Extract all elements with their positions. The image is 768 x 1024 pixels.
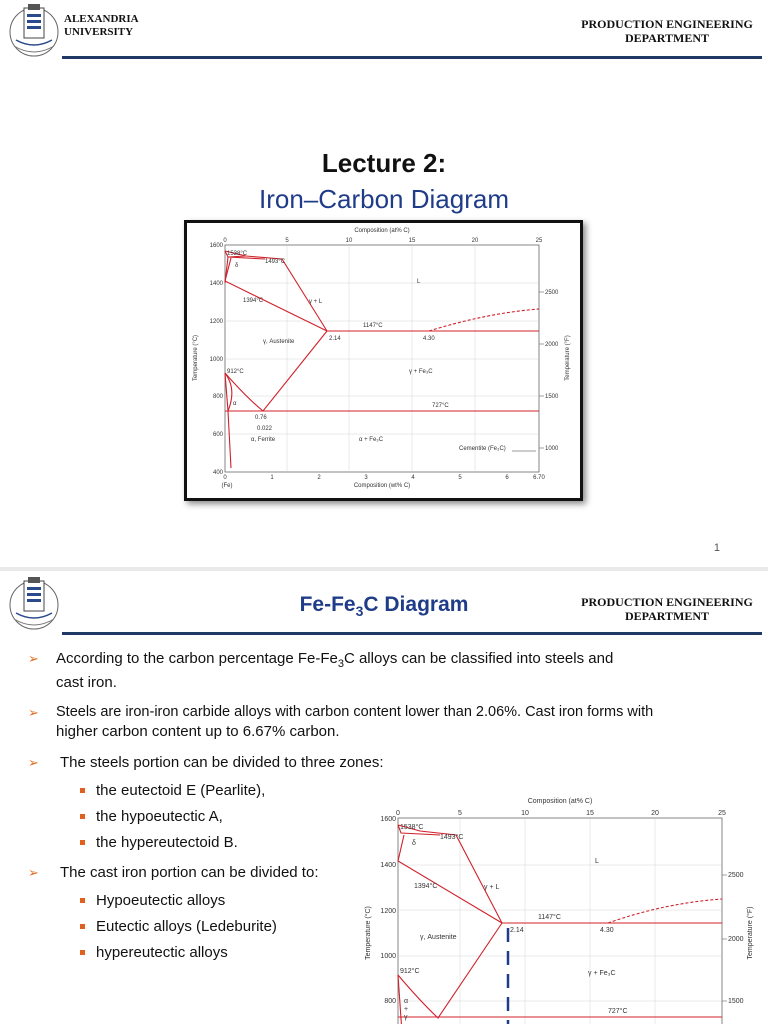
bullet-4-sub-2: Eutectic alloys (Ledeburite) — [96, 918, 277, 935]
department-line-2: DEPARTMENT — [624, 31, 710, 45]
iron-carbon-diagram — [187, 223, 580, 498]
square-bullet-icon — [80, 840, 85, 845]
left-tick: 400 — [212, 470, 223, 476]
label-214: 2.14 — [510, 927, 524, 934]
right-tick: 2500 — [545, 290, 559, 296]
bullet-1-sub: 3 — [337, 658, 344, 670]
bullet-3-sub-2: the hypoeutectic A, — [96, 808, 223, 825]
left-tick: 1600 — [209, 243, 223, 249]
square-bullet-icon — [80, 814, 85, 819]
department-line-1: PRODUCTION ENGINEERING — [581, 595, 753, 609]
label-gamma-small: γ — [404, 1014, 408, 1021]
label-ferrite: α, Ferrite — [251, 437, 276, 443]
label-214: 2.14 — [329, 336, 341, 342]
bullet-4: The cast iron portion can be divided to: — [60, 864, 319, 881]
label-1147: 1147°C — [538, 914, 561, 921]
bottom-tick: 6.70 — [533, 475, 545, 481]
label-727: 727°C — [608, 1008, 628, 1015]
top-tick: 20 — [471, 238, 479, 244]
bullet-1 — [56, 649, 613, 674]
arrow-bullet-icon: ➢ — [28, 705, 39, 720]
university-logo — [6, 2, 62, 60]
header-rule — [62, 632, 762, 635]
right-axis-label: Temperature (°F) — [747, 906, 754, 960]
title-post: C Diagram — [363, 593, 469, 616]
label-gamma-l: γ + L — [484, 884, 500, 891]
bullet-2-line-1: Steels are iron-iron carbide alloys with carbon content lower than 2.06%. Cast iron forms with — [56, 704, 654, 720]
phase-lines — [398, 825, 722, 1024]
label-gamma-fe3c: γ + Fe₃C — [588, 970, 616, 977]
label-plus: + — [404, 1006, 409, 1013]
bullet-1-post: C alloys can be classified into steels and — [343, 650, 614, 667]
top-ticks — [396, 810, 726, 817]
bottom-ticks — [223, 475, 545, 481]
university-line-2: UNIVERSITY — [64, 26, 134, 38]
fe-label: (Fe) — [221, 483, 233, 489]
label-liquid: L — [595, 858, 599, 865]
label-liquid: L — [417, 279, 421, 285]
top-tick: 10 — [521, 810, 529, 817]
label-austenite: γ, Austenite — [263, 339, 295, 345]
arrow-bullet-icon: ➢ — [28, 865, 39, 880]
department-name — [572, 17, 762, 45]
top-tick: 25 — [535, 238, 543, 244]
label-430: 4.30 — [600, 927, 614, 934]
label-alpha: α — [404, 998, 409, 1005]
square-bullet-icon — [80, 898, 85, 903]
university-name — [64, 13, 139, 39]
square-bullet-icon — [80, 924, 85, 929]
page-number: 1 — [713, 542, 720, 554]
bottom-tick: 0 — [223, 475, 227, 481]
right-tick: 1500 — [728, 998, 744, 1005]
top-tick: 0 — [223, 238, 227, 244]
left-tick: 1400 — [209, 281, 223, 287]
right-tick: 2500 — [728, 872, 744, 879]
top-axis-label: Composition (at% C) — [527, 798, 593, 805]
left-tick: 1000 — [209, 357, 223, 363]
top-tick: 5 — [458, 810, 462, 817]
top-tick: 5 — [285, 238, 289, 244]
title-sub: 3 — [355, 603, 364, 620]
left-tick: 800 — [212, 394, 223, 400]
top-tick: 0 — [396, 810, 400, 817]
label-076: 0.76 — [255, 415, 267, 421]
label-1538: 1538°C — [400, 824, 424, 831]
title-pre: Fe-Fe — [299, 593, 356, 616]
department-line-2: DEPARTMENT — [624, 609, 710, 623]
right-ticks — [539, 290, 559, 452]
bottom-tick: 3 — [364, 475, 368, 481]
department-name — [572, 595, 762, 623]
left-tick: 1200 — [380, 908, 396, 915]
top-tick: 15 — [408, 238, 416, 244]
top-axis-label: Composition (at% C) — [354, 228, 410, 234]
bullet-3: The steels portion can be divided to three zones: — [60, 754, 384, 771]
left-axis-label: Temperature (°C) — [193, 334, 199, 382]
label-delta: δ — [235, 263, 239, 269]
university-line-1: ALEXANDRIA — [64, 13, 139, 25]
square-bullet-icon — [80, 788, 85, 793]
lecture-subtitle: Iron–Carbon Diagram — [258, 184, 509, 214]
label-alpha-fe3c: α + Fe₃C — [359, 437, 384, 443]
department-line-1: PRODUCTION ENGINEERING — [581, 17, 753, 31]
label-cementite: Cementite (Fe₃C) — [459, 446, 506, 452]
label-1493: 1493°C — [265, 259, 286, 265]
right-tick: 1000 — [545, 446, 559, 452]
iron-carbon-diagram-partial — [360, 793, 760, 1024]
arrow-bullet-icon: ➢ — [28, 651, 39, 666]
right-tick: 2000 — [728, 936, 744, 943]
top-tick: 20 — [651, 810, 659, 817]
label-1538: 1538°C — [227, 251, 248, 257]
lecture-title: Lecture 2: — [321, 148, 447, 178]
top-tick: 15 — [586, 810, 594, 817]
bottom-tick: 5 — [458, 475, 462, 481]
left-ticks — [210, 243, 224, 476]
left-tick: 1400 — [380, 862, 396, 869]
square-bullet-icon — [80, 950, 85, 955]
bottom-tick: 1 — [270, 475, 274, 481]
phase-lines — [225, 251, 539, 468]
label-alpha: α — [233, 401, 237, 407]
right-tick: 1500 — [545, 394, 559, 400]
label-912: 912°C — [227, 369, 244, 375]
bullet-1-pre: According to the carbon percentage Fe-Fe — [56, 650, 338, 667]
label-430: 4.30 — [423, 336, 435, 342]
bullet-3-sub-1: the eutectoid E (Pearlite), — [96, 782, 266, 799]
arrow-bullet-icon: ➢ — [28, 755, 39, 770]
top-tick: 10 — [345, 238, 353, 244]
label-1493: 1493°C — [440, 834, 464, 841]
bullet-3-sub-3: the hypereutectoid B. — [96, 834, 238, 851]
left-axis-label: Temperature (°C) — [365, 906, 372, 960]
iron-carbon-diagram-frame — [184, 220, 583, 501]
bullet-1-line-2: cast iron. — [56, 674, 117, 691]
left-ticks — [380, 816, 396, 1005]
bottom-axis-label: Composition (wt% C) — [353, 483, 411, 489]
header-rule — [62, 56, 762, 59]
left-tick: 800 — [384, 998, 396, 1005]
bottom-tick: 2 — [317, 475, 321, 481]
gridlines — [398, 818, 722, 1024]
bullet-2-line-2: higher carbon content up to 6.67% carbon. — [56, 723, 340, 740]
label-1394: 1394°C — [414, 883, 438, 890]
bullet-4-sub-3: hypereutectic alloys — [96, 944, 228, 961]
label-727: 727°C — [432, 403, 449, 409]
label-0022: 0.022 — [257, 426, 273, 432]
right-tick: 2000 — [545, 342, 559, 348]
label-gamma-l: γ + L — [309, 299, 323, 305]
right-ticks — [722, 872, 744, 1005]
bottom-tick: 4 — [411, 475, 415, 481]
slide-2 — [0, 571, 768, 1024]
top-ticks — [223, 238, 543, 244]
label-delta: δ — [412, 840, 416, 847]
label-1394: 1394°C — [243, 298, 264, 304]
label-1147: 1147°C — [363, 323, 383, 329]
bullet-4-sub-1: Hypoeutectic alloys — [96, 892, 226, 909]
left-tick: 1200 — [209, 319, 223, 325]
label-austenite: γ, Austenite — [420, 934, 457, 941]
label-912: 912°C — [400, 968, 420, 975]
top-tick: 25 — [718, 810, 726, 817]
right-axis-label: Temperature (°F) — [565, 335, 571, 381]
left-tick: 1000 — [380, 953, 396, 960]
bottom-tick: 6 — [505, 475, 509, 481]
left-tick: 1600 — [380, 816, 396, 823]
left-tick: 600 — [212, 432, 223, 438]
label-gamma-fe3c: γ + Fe₃C — [409, 369, 433, 375]
